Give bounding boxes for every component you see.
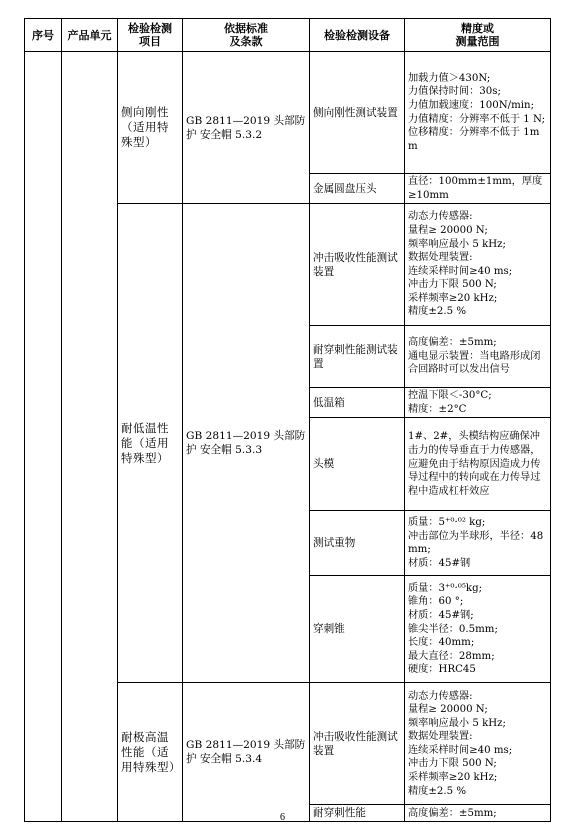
precision-cell [405,52,551,174]
spec-line: 冲击力下限 500 N; [408,279,497,291]
spec-line: 数据处理装置: [408,252,473,264]
spec-line: 1#、2#，头模结构应确保冲击力的传导垂直于力传感器，应避免由于结构原因造成力传导过程中的转向或在力传导过程中造成杠杆效应 [408,431,541,497]
equipment-cell: 头模 [310,418,405,511]
spec-line: 数据处理装置: [408,731,473,743]
spec-line: 高度偏差：±5mm; [408,807,497,819]
spec-line: 采样频率≥20 kHz; [408,292,498,304]
header-serial-no: 序号 [25,19,62,52]
equipment-cell: 耐穿刺性能 [310,805,405,822]
equipment-cell: 耐穿刺性能测试装置 [310,326,405,388]
spec-line: 力值精度：分辨率不低于 1 N; [408,113,546,125]
header-equipment: 检验检测设备 [310,19,405,52]
spec-line: 质量：5⁺⁰·⁰² kg; [408,517,486,529]
page-number: 6 [280,812,285,823]
table-header-row [25,19,551,52]
spec-line: 最大直径：28mm; [408,650,495,662]
spec-line: 材质：45#钢; [408,609,474,621]
test-item-cell: 耐极高温性能（适用特殊型） [118,683,183,822]
test-item-cell: 耐低温性能（适用特殊型） [118,204,183,683]
product-unit-cell [62,52,118,822]
precision-cell [405,388,551,418]
spec-line: 连续采样时间≥40 ms; [408,265,513,277]
equipment-cell: 冲击吸收性能测试装置 [310,683,405,805]
equipment-cell: 侧向刚性测试装置 [310,52,405,174]
spec-line: 冲击力下限 500 N; [408,758,497,770]
spec-line: 长度：40mm; [408,637,475,649]
header-precision-range: 精度或 测量范围 [405,19,551,52]
test-item-cell: 侧向刚性（适用特殊型） [118,52,183,204]
spec-line: 动态力传感器: [408,211,473,223]
spec-line: 力值保持时间：30s; [408,86,501,98]
precision-cell [405,204,551,326]
spec-line: 频率响应最小 5 kHz; [408,238,506,250]
serial-no-cell [25,52,62,822]
spec-line: 高度偏差：±5mm; [408,337,497,349]
spec-line: 连续采样时间≥40 ms; [408,744,513,756]
spec-line: 质量：3⁺⁰·⁰⁵kg; [408,582,483,594]
spec-line: 冲击部位为半球形，半径：48mm; [408,530,544,556]
header-test-item: 检验检测 项目 [118,19,183,52]
standard-cell: GB 2811—2019 头部防护 安全帽 5.3.4 [183,683,310,822]
header-product-unit: 产品单元 [62,19,118,52]
spec-line: 直径：100mm±1mm，厚度≥10mm [408,176,543,201]
precision-cell [405,576,551,683]
spec-line: 采样频率≥20 kHz; [408,772,498,784]
spec-line: 锥尖半径：0.5mm; [408,623,498,635]
precision-cell [405,418,551,511]
equipment-cell: 冲击吸收性能测试装置 [310,204,405,326]
precision-cell [405,326,551,388]
spec-line: 位移精度：分辨率不低于 1mm [408,127,540,152]
spec-line: 加载力值＞430N; [408,72,491,84]
spec-line: 频率响应最小 5 kHz; [408,717,506,729]
table-row [25,52,551,174]
equipment-cell: 金属圆盘压头 [310,174,405,204]
standard-cell: GB 2811—2019 头部防护 安全帽 5.3.3 [183,204,310,683]
spec-line: 动态力传感器: [408,690,473,702]
equipment-cell: 测试重物 [310,511,405,576]
header-standard: 依据标准 及条款 [183,19,310,52]
spec-line: 材质：45#钢 [408,557,471,569]
spec-line: 锥角：60 °; [408,596,464,608]
equipment-cell: 低温箱 [310,388,405,418]
spec-line: 通电显示装置：当电路形成闭合回路时可以发出信号 [408,350,541,376]
spec-line: 精度：±2°C [408,403,467,415]
precision-cell [405,683,551,805]
spec-line: 力值加载速度：100N/min; [408,99,535,111]
standard-cell: GB 2811—2019 头部防护 安全帽 5.3.2 [183,52,310,204]
precision-cell [405,174,551,204]
spec-line: 量程≥ 20000 N; [408,704,488,716]
precision-cell [405,511,551,576]
spec-line: 精度±2.5 % [408,306,467,318]
inspection-spec-table [24,18,551,822]
spec-line: 精度±2.5 % [408,785,467,797]
spec-line: 控温下限＜-30°C; [408,390,492,402]
spec-line: 硬度：HRC45 [408,664,476,676]
spec-line: 量程≥ 20000 N; [408,224,488,236]
equipment-cell: 穿刺锥 [310,576,405,683]
